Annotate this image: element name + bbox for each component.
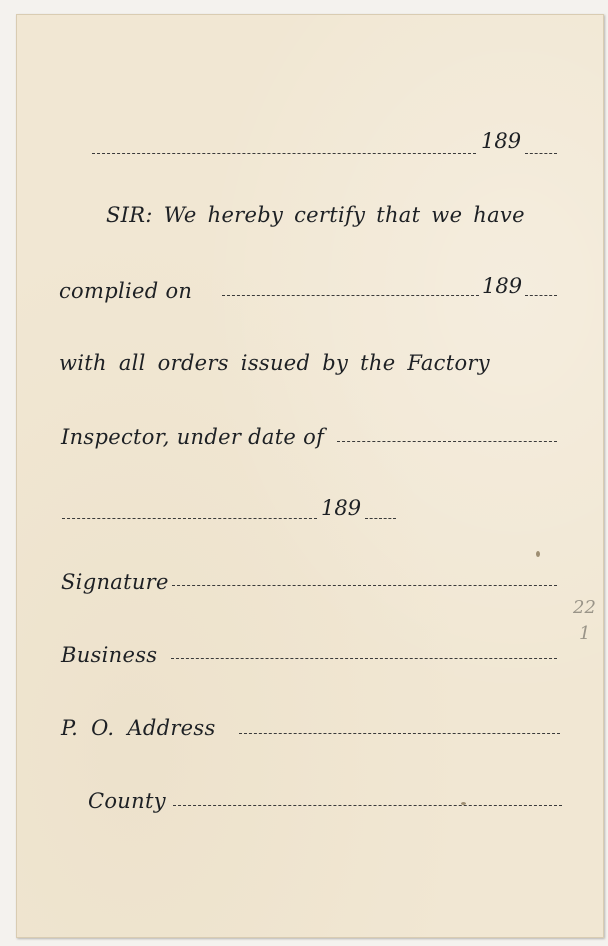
- paper-speck: [536, 551, 540, 557]
- date-year: 189: [481, 129, 522, 153]
- business-blank[interactable]: [171, 658, 557, 659]
- signature-label: Signature: [61, 570, 169, 594]
- county-label: County: [88, 789, 166, 813]
- business-label: Business: [61, 643, 158, 667]
- orders-statement: with all orders issued by the Factory: [59, 351, 490, 375]
- pencil-note-bottom: 1: [579, 623, 591, 644]
- under-year: 189: [321, 496, 362, 520]
- inspector-date-blank[interactable]: [337, 441, 557, 442]
- complied-year-blank[interactable]: [525, 295, 557, 296]
- under-year-blank[interactable]: [365, 518, 396, 519]
- date-year-blank[interactable]: [525, 153, 557, 154]
- under-date-blank[interactable]: [62, 518, 317, 519]
- signature-blank[interactable]: [172, 585, 557, 586]
- inspector-statement: Inspector, under date of: [61, 425, 325, 449]
- complied-date-blank[interactable]: [222, 295, 479, 296]
- date-blank[interactable]: [92, 153, 476, 154]
- address-label: P. O. Address: [61, 716, 216, 740]
- certify-statement: SIR: We hereby certify that we have: [106, 203, 525, 227]
- complied-year: 189: [482, 274, 523, 298]
- paper-speck: [461, 802, 466, 805]
- pencil-note-top: 22: [573, 597, 596, 618]
- county-blank[interactable]: [173, 805, 562, 806]
- complied-label: complied on: [59, 279, 193, 303]
- inspection-certificate-card: [16, 14, 604, 938]
- address-blank[interactable]: [239, 733, 560, 734]
